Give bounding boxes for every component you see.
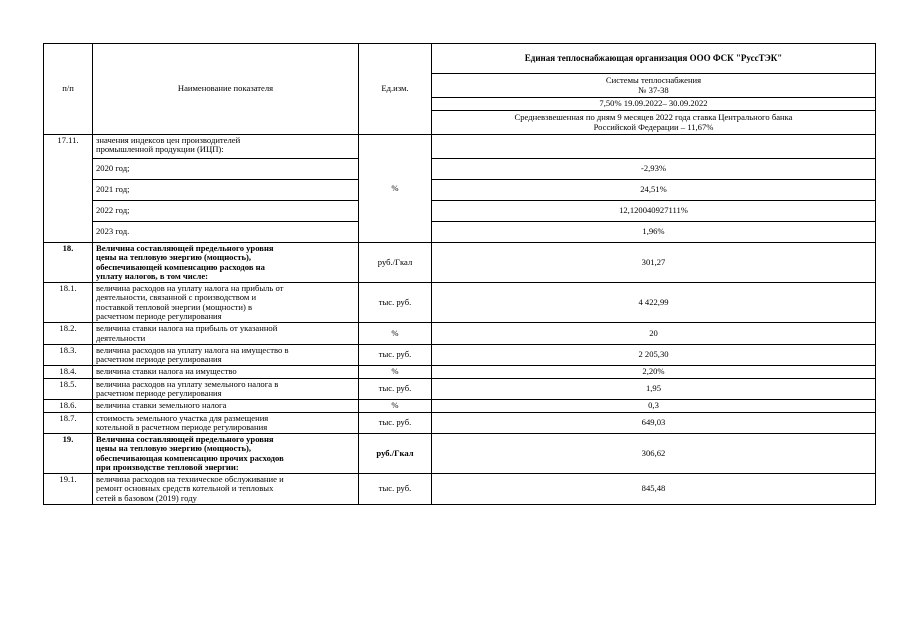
row-num: 18. <box>44 243 93 283</box>
row-name <box>93 378 359 400</box>
table-row <box>44 135 876 159</box>
row-value: 301,27 <box>432 243 876 283</box>
row-name-line: величина расходов на уплату налога на имущество в <box>96 344 289 355</box>
header-weighted-line2: Российской Федерации – 11,67% <box>593 121 714 132</box>
row-name: 2021 год; <box>93 180 359 201</box>
header-systems-line1: Системы теплоснабжения <box>605 75 702 86</box>
row-name <box>93 412 359 434</box>
row-num: 18.1. <box>44 283 93 323</box>
row-name-line: деятельности, связанной с производством и <box>96 292 257 303</box>
row-name-line: промышленной продукции (ИЦП): <box>96 144 224 155</box>
row-name-line: котельной в расчетном периоде регулирования <box>96 421 268 432</box>
row-unit: % <box>359 323 432 345</box>
row-name <box>93 323 359 345</box>
row-name-line: уплату налогов, в том числе: <box>96 270 208 281</box>
header-row-org <box>44 44 876 74</box>
row-name-line: величина ставки земельного налога <box>96 400 227 411</box>
row-name-line: ремонт основных средств котельной и тепловых <box>96 483 274 494</box>
row-name <box>93 344 359 366</box>
row-num: 19. <box>44 434 93 474</box>
row-unit: тыс. руб. <box>359 412 432 434</box>
row-value: 24,51% <box>432 180 876 201</box>
table-row <box>44 323 876 345</box>
header-org-name: Единая теплоснабжающая организация ООО ФСК "РуссТЭК" <box>432 44 876 74</box>
row-name-line: расчетном периоде регулирования <box>96 387 222 398</box>
row-unit: тыс. руб. <box>359 378 432 400</box>
table-row <box>44 366 876 378</box>
table-row <box>44 434 876 474</box>
row-name-line: величина ставки налога на имущество <box>96 366 237 377</box>
header-systems <box>432 74 876 98</box>
header-num: п/п <box>44 44 93 135</box>
row-unit: тыс. руб. <box>359 344 432 366</box>
row-name <box>93 400 359 412</box>
header-weighted-line1: Средневзвешенная по дням 9 месяцев 2022 года ставка Центрального банка <box>514 112 793 123</box>
row-name: 2020 год; <box>93 159 359 180</box>
row-value: 1,95 <box>432 378 876 400</box>
row-name <box>93 243 359 283</box>
row-name <box>93 434 359 474</box>
row-unit: руб./Гкал <box>359 243 432 283</box>
row-name <box>93 135 359 159</box>
header-rate-period: 7,50% 19.09.2022– 30.09.2022 <box>432 98 876 111</box>
row-num: 19.1. <box>44 474 93 505</box>
row-name-line: при производстве тепловой энергии: <box>96 461 239 472</box>
row-value: 2,20% <box>432 366 876 378</box>
row-unit: % <box>359 135 432 243</box>
row-num: 18.7. <box>44 412 93 434</box>
header-unit: Ед.изм. <box>359 44 432 135</box>
row-value: 2 205,30 <box>432 344 876 366</box>
row-name <box>93 366 359 378</box>
row-num: 17.11. <box>44 135 93 243</box>
row-num: 18.6. <box>44 400 93 412</box>
row-name-line: стоимость земельного участка для размещения <box>96 412 269 423</box>
row-name-line: расчетном периоде регулирования <box>96 310 222 321</box>
row-name-line: значения индексов цен производителей <box>96 135 241 145</box>
row-unit: тыс. руб. <box>359 474 432 505</box>
row-name: 2023 год. <box>93 222 359 243</box>
row-value: 306,62 <box>432 434 876 474</box>
row-value: 4 422,99 <box>432 283 876 323</box>
row-value: 1,96% <box>432 222 876 243</box>
row-value: 20 <box>432 323 876 345</box>
table-row <box>44 344 876 366</box>
row-name-line: величина ставки налога на прибыль от указанной <box>96 323 278 334</box>
row-num: 18.3. <box>44 344 93 366</box>
row-value <box>432 135 876 159</box>
row-name-line: цены на тепловую энергию (мощность), <box>96 443 252 454</box>
row-name-line: цены на тепловую энергию (мощность), <box>96 252 252 263</box>
header-weighted-rate <box>432 111 876 135</box>
row-name <box>93 474 359 505</box>
row-value: -2,93% <box>432 159 876 180</box>
row-name-line: деятельности <box>96 332 146 343</box>
row-name-line: обеспечивающая компенсацию прочих расходов <box>96 452 284 463</box>
row-name-line: сетей в базовом (2019) году <box>96 492 197 503</box>
row-name-line: Величина составляющей предельного уровня <box>96 434 274 445</box>
row-name-line: величина расходов на уплату земельного налога в <box>96 378 279 389</box>
row-num: 18.4. <box>44 366 93 378</box>
table-row <box>44 180 876 201</box>
row-name <box>93 283 359 323</box>
row-num: 18.5. <box>44 378 93 400</box>
row-unit: тыс. руб. <box>359 283 432 323</box>
table-row <box>44 201 876 222</box>
row-value: 12,120040927111% <box>432 201 876 222</box>
header-systems-line2: № 37-38 <box>638 84 669 95</box>
row-unit: % <box>359 400 432 412</box>
row-name: 2022 год; <box>93 201 359 222</box>
table-row <box>44 222 876 243</box>
table-row <box>44 474 876 505</box>
row-name-line: величина расходов на уплату налога на прибыль от <box>96 283 284 294</box>
row-name-line: величина расходов на техническое обслуживание и <box>96 474 284 485</box>
table-row <box>44 283 876 323</box>
table-row <box>44 243 876 283</box>
table-row <box>44 378 876 400</box>
row-value: 649,03 <box>432 412 876 434</box>
row-unit: руб./Гкал <box>359 434 432 474</box>
header-name: Наименование показателя <box>93 44 359 135</box>
tariff-table <box>43 43 876 505</box>
row-name-line: обеспечивающей компенсацию расходов на <box>96 261 265 272</box>
row-value: 845,48 <box>432 474 876 505</box>
row-name-line: поставкой тепловой энергии (мощности) в <box>96 301 253 312</box>
row-name-line: расчетном периоде регулирования <box>96 354 222 365</box>
table-row <box>44 400 876 412</box>
row-num: 18.2. <box>44 323 93 345</box>
row-unit: % <box>359 366 432 378</box>
row-name-line: Величина составляющей предельного уровня <box>96 243 274 253</box>
table-row <box>44 159 876 180</box>
row-value: 0,3 <box>432 400 876 412</box>
table-row <box>44 412 876 434</box>
